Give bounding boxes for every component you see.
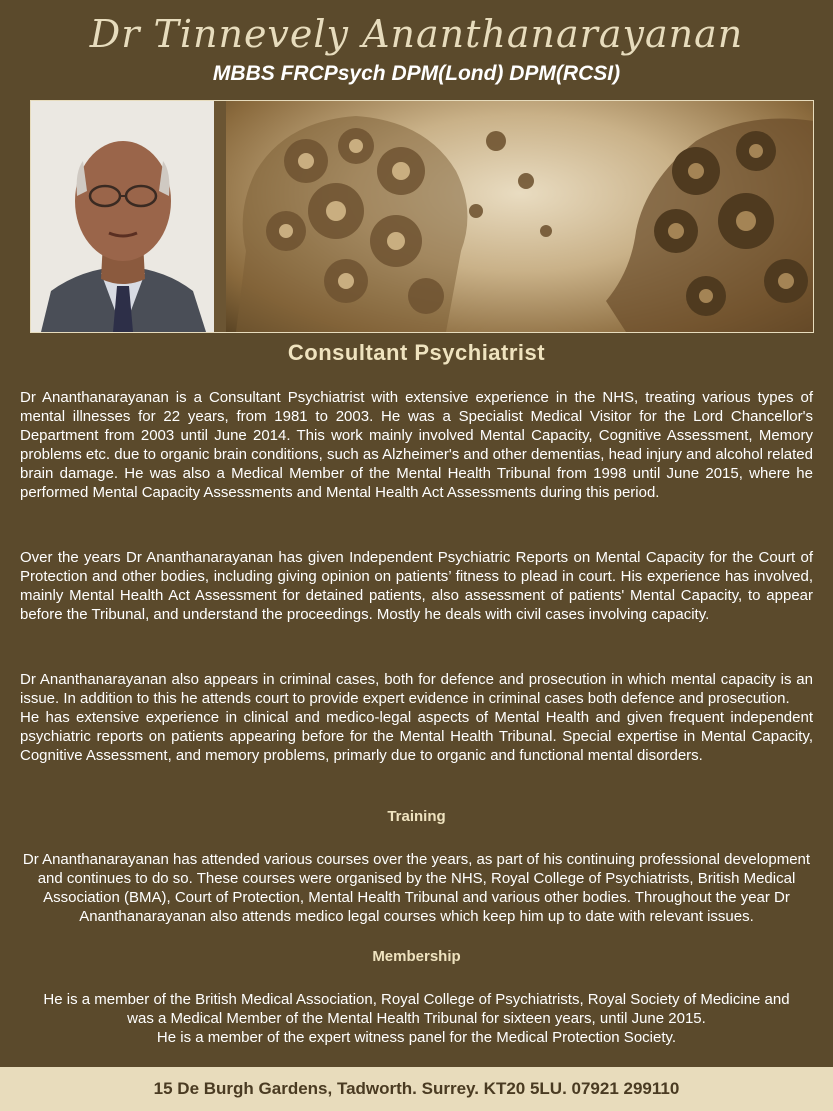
reports-paragraph: Over the years Dr Ananthanarayanan has given Independent Psychiatric Reports on Mental Capacity for the Court of Protection and other bodies, including giving opinion on patients’ fitness to plead in court. His experience has involved, mainly Mental Health Act Assessment for detained patients, also assessment of patients' Mental Capacity, to appear before the Tribunal, and understand the proceedings. Mostly he deals with civil cases involving capacity. (20, 549, 813, 623)
footer-bar (0, 1067, 833, 1111)
header-banner (30, 100, 814, 333)
qualifications: MBBS FRCPsych DPM(Lond) DPM(RCSI) (212, 62, 621, 85)
membership-text: He is a member of the British Medical Association, Royal College of Psychiatrists, Royal Society of Medicine and was a Medical Member of the Mental Health Tribunal for sixteen years, until June 2015. (43, 991, 790, 1027)
gear-heads-icon (226, 101, 814, 332)
membership-heading: Membership (372, 948, 461, 965)
footer-address: 15 De Burgh Gardens, Tadworth. Surrey. KT20 5LU. 07921 299110 (153, 1079, 680, 1098)
portrait-photo-icon (31, 101, 214, 332)
training-heading: Training (387, 808, 446, 825)
membership-text-2: He is a member of the expert witness panel for the Medical Protection Society. (156, 1029, 677, 1046)
criminal-cases-paragraph: Dr Ananthanarayanan also appears in criminal cases, both for defence and prosecution in which mental capacity is an issue. In addition to this he attends court to provide expert evidence in criminal cases both defence and prosecution. (20, 671, 813, 707)
training-text: Dr Ananthanarayanan has attended various courses over the years, as part of his continuing professional development and continues to do so. These courses were organised by the NHS, Royal College of Psychiatrists, British Medical Association (BMA), Court of Protection, Mental Health Tribunal and various other bodies. Throughout the year Dr Ananthanarayanan also attends medico legal courses which keep him up to date with relevant issues. (22, 851, 811, 925)
experience-paragraph: He has extensive experience in clinical and medico-legal aspects of Mental Health and given frequent independent psychiatric reports on patients appearing before for the Mental Health Tribunal. Special expertise in Mental Capacity, Cognitive Assessment, and memory problems, primarly due to organic and functional mental disorders. (20, 709, 813, 764)
intro-paragraph: Dr Ananthanarayanan is a Consultant Psychiatrist with extensive experience in the NHS, treating various types of mental illnesses for 22 years, from 1981 to 2003. He was a Specialist Medical Visitor for the Lord Chancellor's Department from 2003 until June 2014. This work mainly involved Mental Capacity, Cognitive Assessment, Memory problems etc. due to organic brain conditions, such as Alzheimer's and other dementias, head injury and alcohol related brain damage. He was also a Medical Member of the Mental Health Tribunal from 1998 until June 2015, where he performed Mental Capacity Assessments and Mental Health Act Assessments during this period. (20, 389, 813, 501)
page-title: Consultant Psychiatrist (287, 340, 546, 365)
doctor-name: Dr Tinnevely Ananthanarayanan (89, 12, 744, 56)
